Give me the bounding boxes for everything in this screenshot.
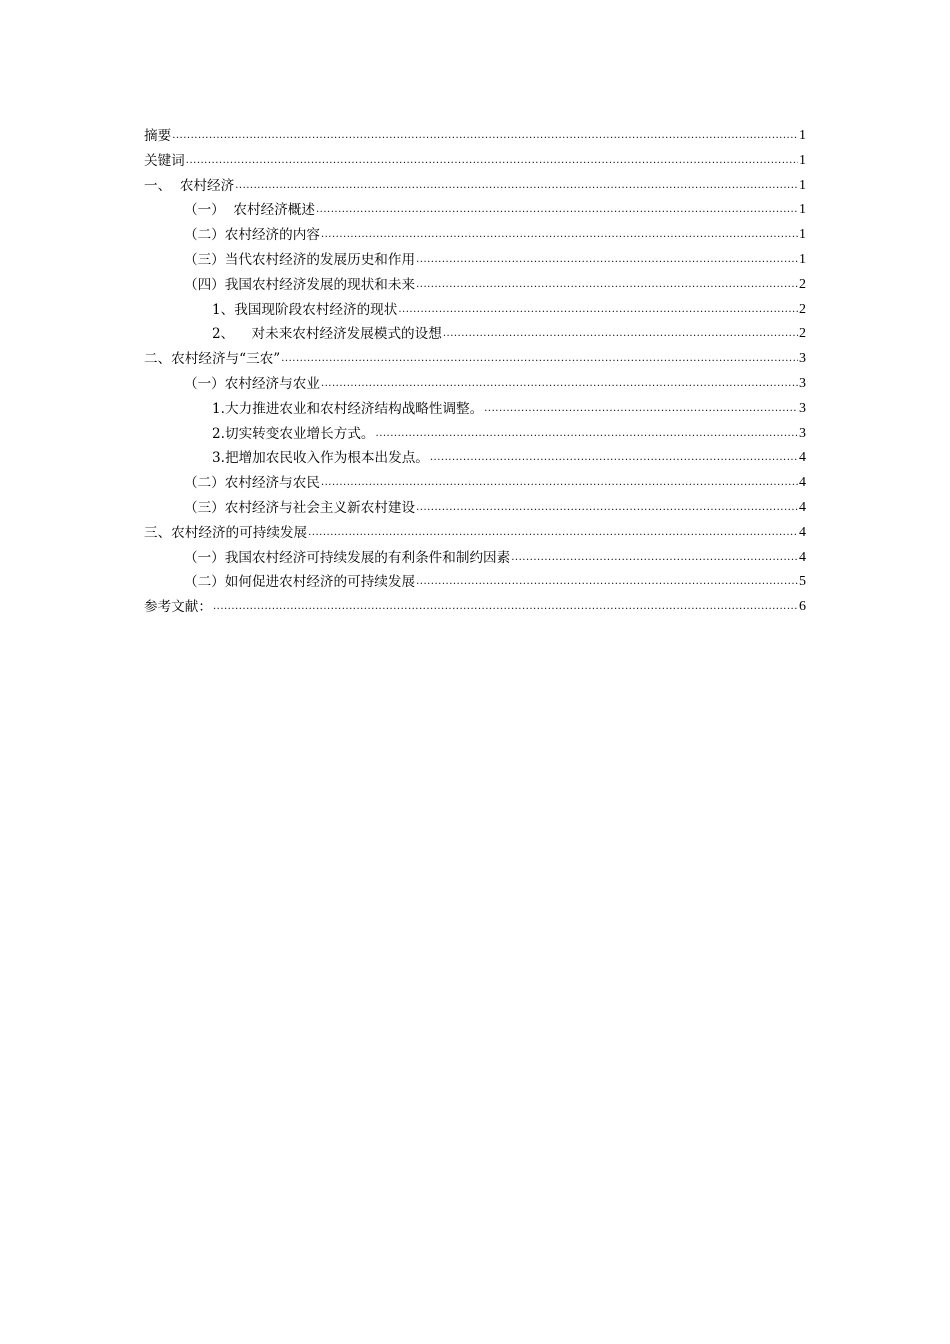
toc-entry-title: 2.切实转变农业增长方式。 bbox=[212, 425, 375, 442]
toc-entry-title: （二）如何促进农村经济的可持续发展 bbox=[184, 574, 416, 591]
toc-entry-section-1-2[interactable] bbox=[144, 223, 806, 248]
table-of-contents bbox=[144, 124, 806, 620]
toc-page-number: 1 bbox=[799, 251, 806, 267]
toc-dot-leader bbox=[416, 248, 798, 273]
toc-dot-leader bbox=[321, 471, 798, 496]
toc-entry-section-2-1[interactable] bbox=[144, 372, 806, 397]
toc-entry-section-2-2[interactable] bbox=[144, 471, 806, 496]
toc-entry-section-2-1-2[interactable] bbox=[144, 422, 806, 447]
toc-dot-leader bbox=[186, 149, 798, 174]
toc-page-number: 4 bbox=[799, 475, 806, 491]
toc-entry-section-2[interactable] bbox=[144, 347, 806, 372]
toc-entry-section-1[interactable] bbox=[144, 174, 806, 199]
toc-entry-title: 2、 对未来农村经济发展模式的设想 bbox=[212, 326, 442, 343]
toc-entry-section-3[interactable] bbox=[144, 521, 806, 546]
toc-entry-section-1-4[interactable] bbox=[144, 273, 806, 298]
toc-dot-leader bbox=[484, 397, 798, 422]
toc-entry-title: 三、农村经济的可持续发展 bbox=[144, 524, 308, 541]
toc-entry-title: （一）农村经济与农业 bbox=[184, 375, 320, 392]
toc-page-number: 4 bbox=[799, 524, 806, 540]
toc-entry-section-1-4-2[interactable] bbox=[144, 322, 806, 347]
toc-page-number: 1 bbox=[799, 202, 806, 218]
toc-page-number: 6 bbox=[799, 599, 806, 615]
toc-page-number: 2 bbox=[799, 276, 806, 292]
toc-page-number: 2 bbox=[799, 326, 806, 342]
toc-dot-leader bbox=[430, 446, 798, 471]
toc-entry-keywords[interactable] bbox=[144, 149, 806, 174]
toc-page-number: 1 bbox=[799, 177, 806, 193]
toc-dot-leader bbox=[321, 223, 798, 248]
toc-page-number: 5 bbox=[799, 574, 806, 590]
toc-entry-section-2-3[interactable] bbox=[144, 496, 806, 521]
toc-entry-section-2-1-3[interactable] bbox=[144, 446, 806, 471]
toc-entry-references[interactable] bbox=[144, 595, 806, 620]
toc-entry-title: 1.大力推进农业和农村经济结构战略性调整。 bbox=[212, 400, 484, 417]
toc-dot-leader bbox=[213, 595, 798, 620]
toc-entry-section-3-2[interactable] bbox=[144, 570, 806, 595]
toc-entry-title: （一） 农村经济概述 bbox=[184, 202, 315, 219]
toc-dot-leader bbox=[416, 496, 798, 521]
toc-entry-section-3-1[interactable] bbox=[144, 546, 806, 571]
toc-page-number: 3 bbox=[799, 400, 806, 416]
toc-page-number: 1 bbox=[799, 152, 806, 168]
toc-page-number: 1 bbox=[799, 227, 806, 243]
toc-entry-abstract[interactable] bbox=[144, 124, 806, 149]
toc-entry-section-1-1[interactable] bbox=[144, 198, 806, 223]
toc-dot-leader bbox=[398, 298, 798, 323]
toc-dot-leader bbox=[172, 124, 798, 149]
toc-entry-title: 3.把增加农民收入作为根本出发点。 bbox=[212, 450, 429, 467]
toc-entry-title: （四）我国农村经济发展的现状和未来 bbox=[184, 276, 416, 293]
toc-entry-title: 1、我国现阶段农村经济的现状 bbox=[212, 301, 398, 318]
toc-page-number: 3 bbox=[799, 375, 806, 391]
toc-dot-leader bbox=[321, 372, 798, 397]
toc-entry-title: 一、 农村经济 bbox=[144, 177, 235, 194]
toc-dot-leader bbox=[443, 322, 798, 347]
toc-page-number: 2 bbox=[799, 301, 806, 317]
toc-dot-leader bbox=[376, 422, 798, 447]
toc-entry-title: 摘要 bbox=[144, 128, 172, 144]
toc-page-number: 4 bbox=[799, 450, 806, 466]
toc-entry-title: （二）农村经济与农民 bbox=[184, 475, 320, 492]
toc-dot-leader bbox=[511, 546, 798, 571]
toc-entry-section-1-4-1[interactable] bbox=[144, 298, 806, 323]
toc-entry-section-2-1-1[interactable] bbox=[144, 397, 806, 422]
toc-entry-title: 参考文献： bbox=[144, 599, 212, 616]
toc-entry-title: （二）农村经济的内容 bbox=[184, 227, 320, 244]
toc-page-number: 4 bbox=[799, 499, 806, 515]
toc-dot-leader bbox=[416, 570, 798, 595]
toc-entry-title: （一）我国农村经济可持续发展的有利条件和制约因素 bbox=[184, 549, 511, 566]
toc-entry-section-1-3[interactable] bbox=[144, 248, 806, 273]
toc-dot-leader bbox=[308, 521, 798, 546]
toc-entry-title: 关键词 bbox=[144, 152, 185, 169]
toc-page-number: 3 bbox=[799, 351, 806, 367]
toc-dot-leader bbox=[281, 347, 798, 372]
toc-page-number: 3 bbox=[799, 425, 806, 441]
toc-page-number: 4 bbox=[799, 549, 806, 565]
toc-dot-leader bbox=[316, 198, 798, 223]
toc-dot-leader bbox=[235, 174, 798, 199]
toc-entry-title: （三）当代农村经济的发展历史和作用 bbox=[184, 251, 416, 268]
toc-dot-leader bbox=[416, 273, 798, 298]
toc-entry-title: 二、农村经济与“三农” bbox=[144, 351, 281, 368]
toc-entry-title: （三）农村经济与社会主义新农村建设 bbox=[184, 499, 416, 516]
toc-page-number: 1 bbox=[799, 128, 806, 143]
